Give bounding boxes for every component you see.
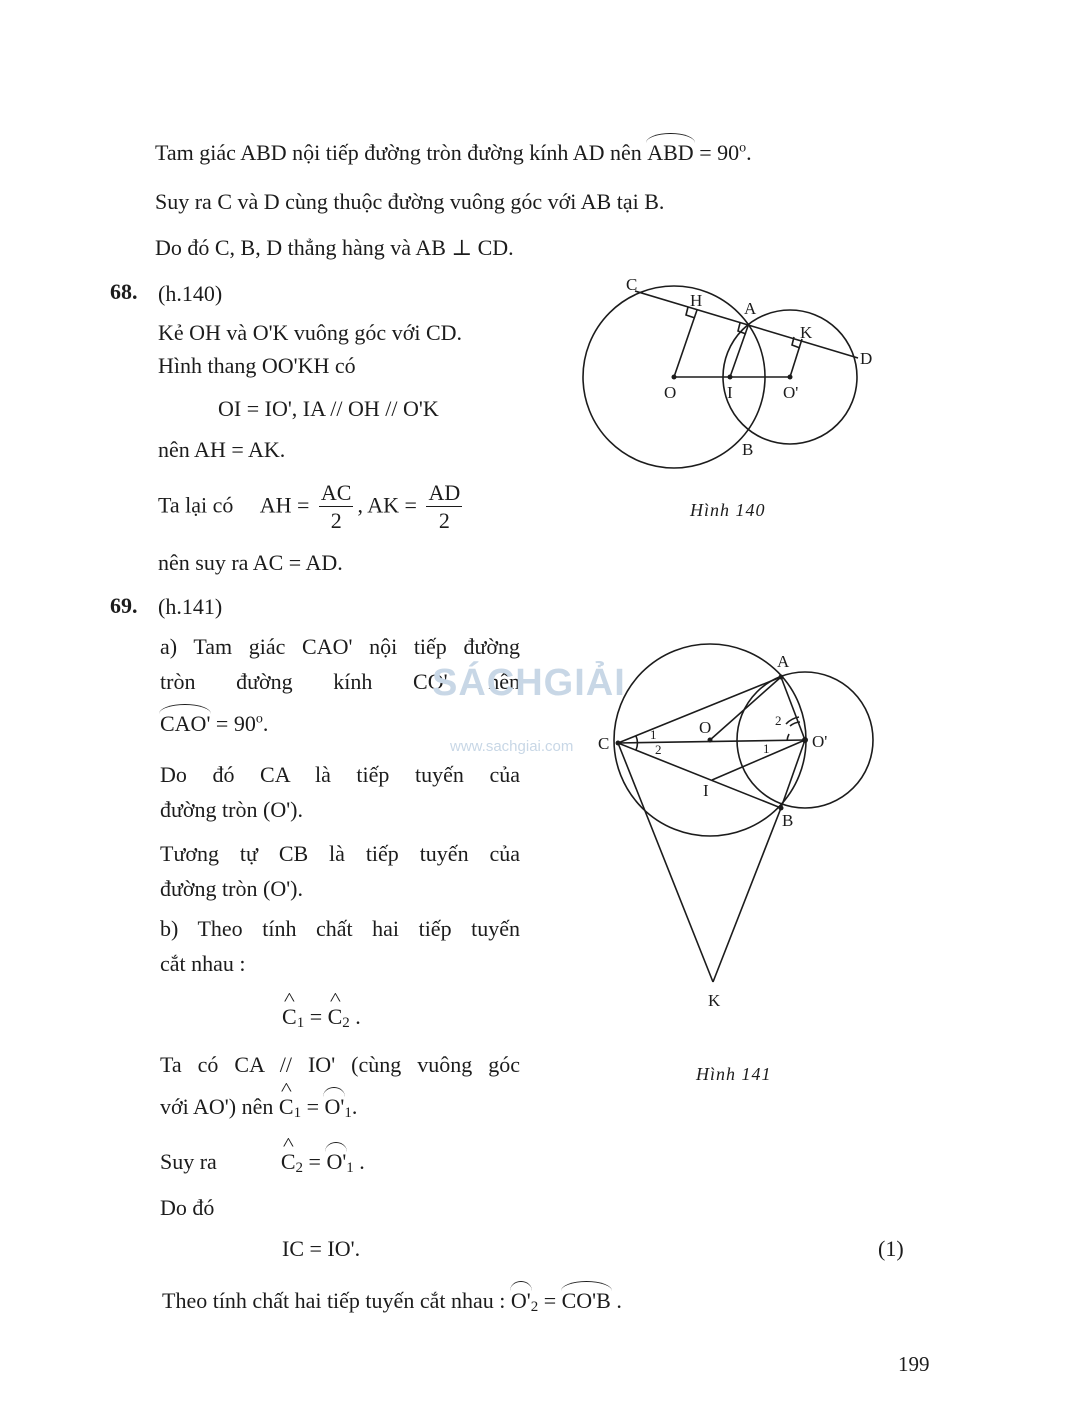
subscript: 2 [342,1015,350,1031]
equation-ic-io-prime: IC = IO'. [282,1236,361,1261]
segment-o-prime-b [781,740,805,808]
text-68-5 [158,480,466,535]
degree: o [739,140,747,156]
arc-cao-prime: CAO' [160,711,211,736]
watermark-url: www.sachgiai.com [450,738,574,755]
text: O' [510,1288,531,1313]
label-i: I [727,383,733,402]
page-number: 199 [898,1352,930,1376]
segment-oh [674,310,697,377]
text-69-d1: b) Theo tính chất hai tiếp tuyến [160,916,520,941]
label-b: B [742,440,754,459]
label-c: C [626,275,638,294]
watermark-brand: SÁCHGIẢI [432,662,626,704]
text-69-a2: tròn đường kính CO' nên [160,669,520,694]
degree: o [255,711,263,727]
label-k: K [800,323,813,342]
text: C [327,1004,343,1029]
text: O' [324,1094,345,1119]
label-a: A [744,299,757,318]
label-o-prime: O' [783,383,799,402]
caption-figure-140: Hình 140 [690,500,766,520]
text-69-f2 [160,1094,357,1122]
text: , AK = [357,492,417,518]
text: = [538,1288,562,1313]
text-69-c2: đường tròn (O'). [160,876,303,901]
text-69-g [160,1149,365,1177]
figure-141 [595,630,890,1020]
label-o: O [699,718,712,737]
label-b: B [782,811,794,830]
exercise-number-68: 68. [110,279,138,304]
figure-140 [570,268,890,478]
text: C [278,1094,294,1119]
label-o-prime: O' [812,732,828,751]
angle-o-prime [511,1288,531,1313]
text-68-4: nên AH = AK. [158,437,286,462]
angle-o-prime [324,1094,344,1119]
arc-co-prime-b: CO'B [561,1288,611,1313]
text-68-3: OI = IO', IA // OH // O'K [218,396,439,421]
text: AH = [259,492,310,518]
subscript: 2 [295,1160,304,1176]
equation-tag-1: (1) [878,1236,904,1261]
subscript: 1 [344,1105,352,1121]
angle-c [282,1004,297,1029]
text: = [304,1004,328,1029]
text: . [610,1288,622,1313]
text: với AO') nên [160,1094,279,1119]
text-68-6: nên suy ra AC = AD. [158,550,343,575]
text: . [746,140,752,165]
label-d: D [860,349,873,368]
text: Theo tính chất hai tiếp tuyến cắt nhau : [162,1288,511,1313]
angle-c [328,1004,343,1029]
text: = 90 [693,140,740,165]
subscript: 1 [293,1105,302,1121]
text: . [351,1094,358,1119]
arc-abd: ABD [647,140,694,165]
segment-bk [713,808,781,982]
segment-io-prime [712,740,805,780]
text: = [301,1094,325,1119]
text: . [353,1149,365,1174]
subscript: 2 [530,1299,539,1315]
text: Tam giác ABD nội tiếp đường tròn đường kính AD nên [155,140,648,165]
label-k: K [708,991,721,1010]
label-a: A [777,652,790,671]
text-69-j [162,1288,622,1316]
text: = 90 [210,711,256,736]
label-o: O [664,383,677,402]
text: Ta lại có [158,492,234,518]
denominator: 2 [438,508,450,534]
angle-c [281,1149,296,1174]
label-angle-o-prime-1: 1 [763,741,770,756]
text-69-b1: Do đó CA là tiếp tuyến của [160,762,520,787]
label-angle-c2: 2 [655,742,662,757]
angle-c [279,1094,294,1119]
text-69-c1: Tương tự CB là tiếp tuyến của [160,841,520,866]
figure-ref-141: (h.141) [158,594,223,619]
exercise-number-69: 69. [110,593,138,618]
subscript: 1 [296,1015,305,1031]
text: = [303,1149,327,1174]
fraction-ad-2 [426,480,462,535]
subscript: 1 [346,1160,354,1176]
label-h: H [690,291,703,310]
angle-o-prime [326,1149,346,1174]
label-angle-o-prime-2: 2 [775,713,782,728]
denominator: 2 [330,508,342,534]
text: C [282,1004,297,1029]
label-c: C [598,734,610,753]
text: . [262,711,269,736]
numerator: AC [319,480,354,507]
fraction-ac-2 [319,480,354,535]
line-c-d-perpendicular: Suy ra C và D cùng thuộc đường vuông góc với AB tại B. [155,189,665,214]
text-68-2: Hình thang OO'KH có [158,353,356,378]
text-69-d2: cắt nhau : [160,951,246,976]
text-69-a1: a) Tam giác CAO' nội tiếp đường [160,634,520,659]
segment-cb [618,743,781,808]
line-abd-angle [155,140,752,165]
text: O' [326,1149,347,1174]
caption-figure-141: Hình 141 [696,1064,772,1084]
text-69-h: Do đó [160,1195,215,1220]
text-69-a3 [160,711,268,736]
text-69-f1: Ta có CA // IO' (cùng vuông góc [160,1052,520,1077]
text: Suy ra [160,1149,217,1174]
text-68-1: Kẻ OH và O'K vuông góc với CD. [158,320,463,345]
line-collinear: Do đó C, B, D thẳng hàng và AB ⊥ CD. [155,235,514,260]
text-69-b2: đường tròn (O'). [160,797,303,822]
segment-ck [618,743,713,982]
figure-ref-140: (h.140) [158,281,223,306]
numerator: AD [426,480,462,507]
segment-oa [710,677,781,740]
label-i: I [703,781,709,800]
label-angle-c1: 1 [650,727,657,742]
text: . [349,1004,361,1029]
equation-c1-c2 [282,1004,361,1032]
text: C [280,1149,296,1174]
